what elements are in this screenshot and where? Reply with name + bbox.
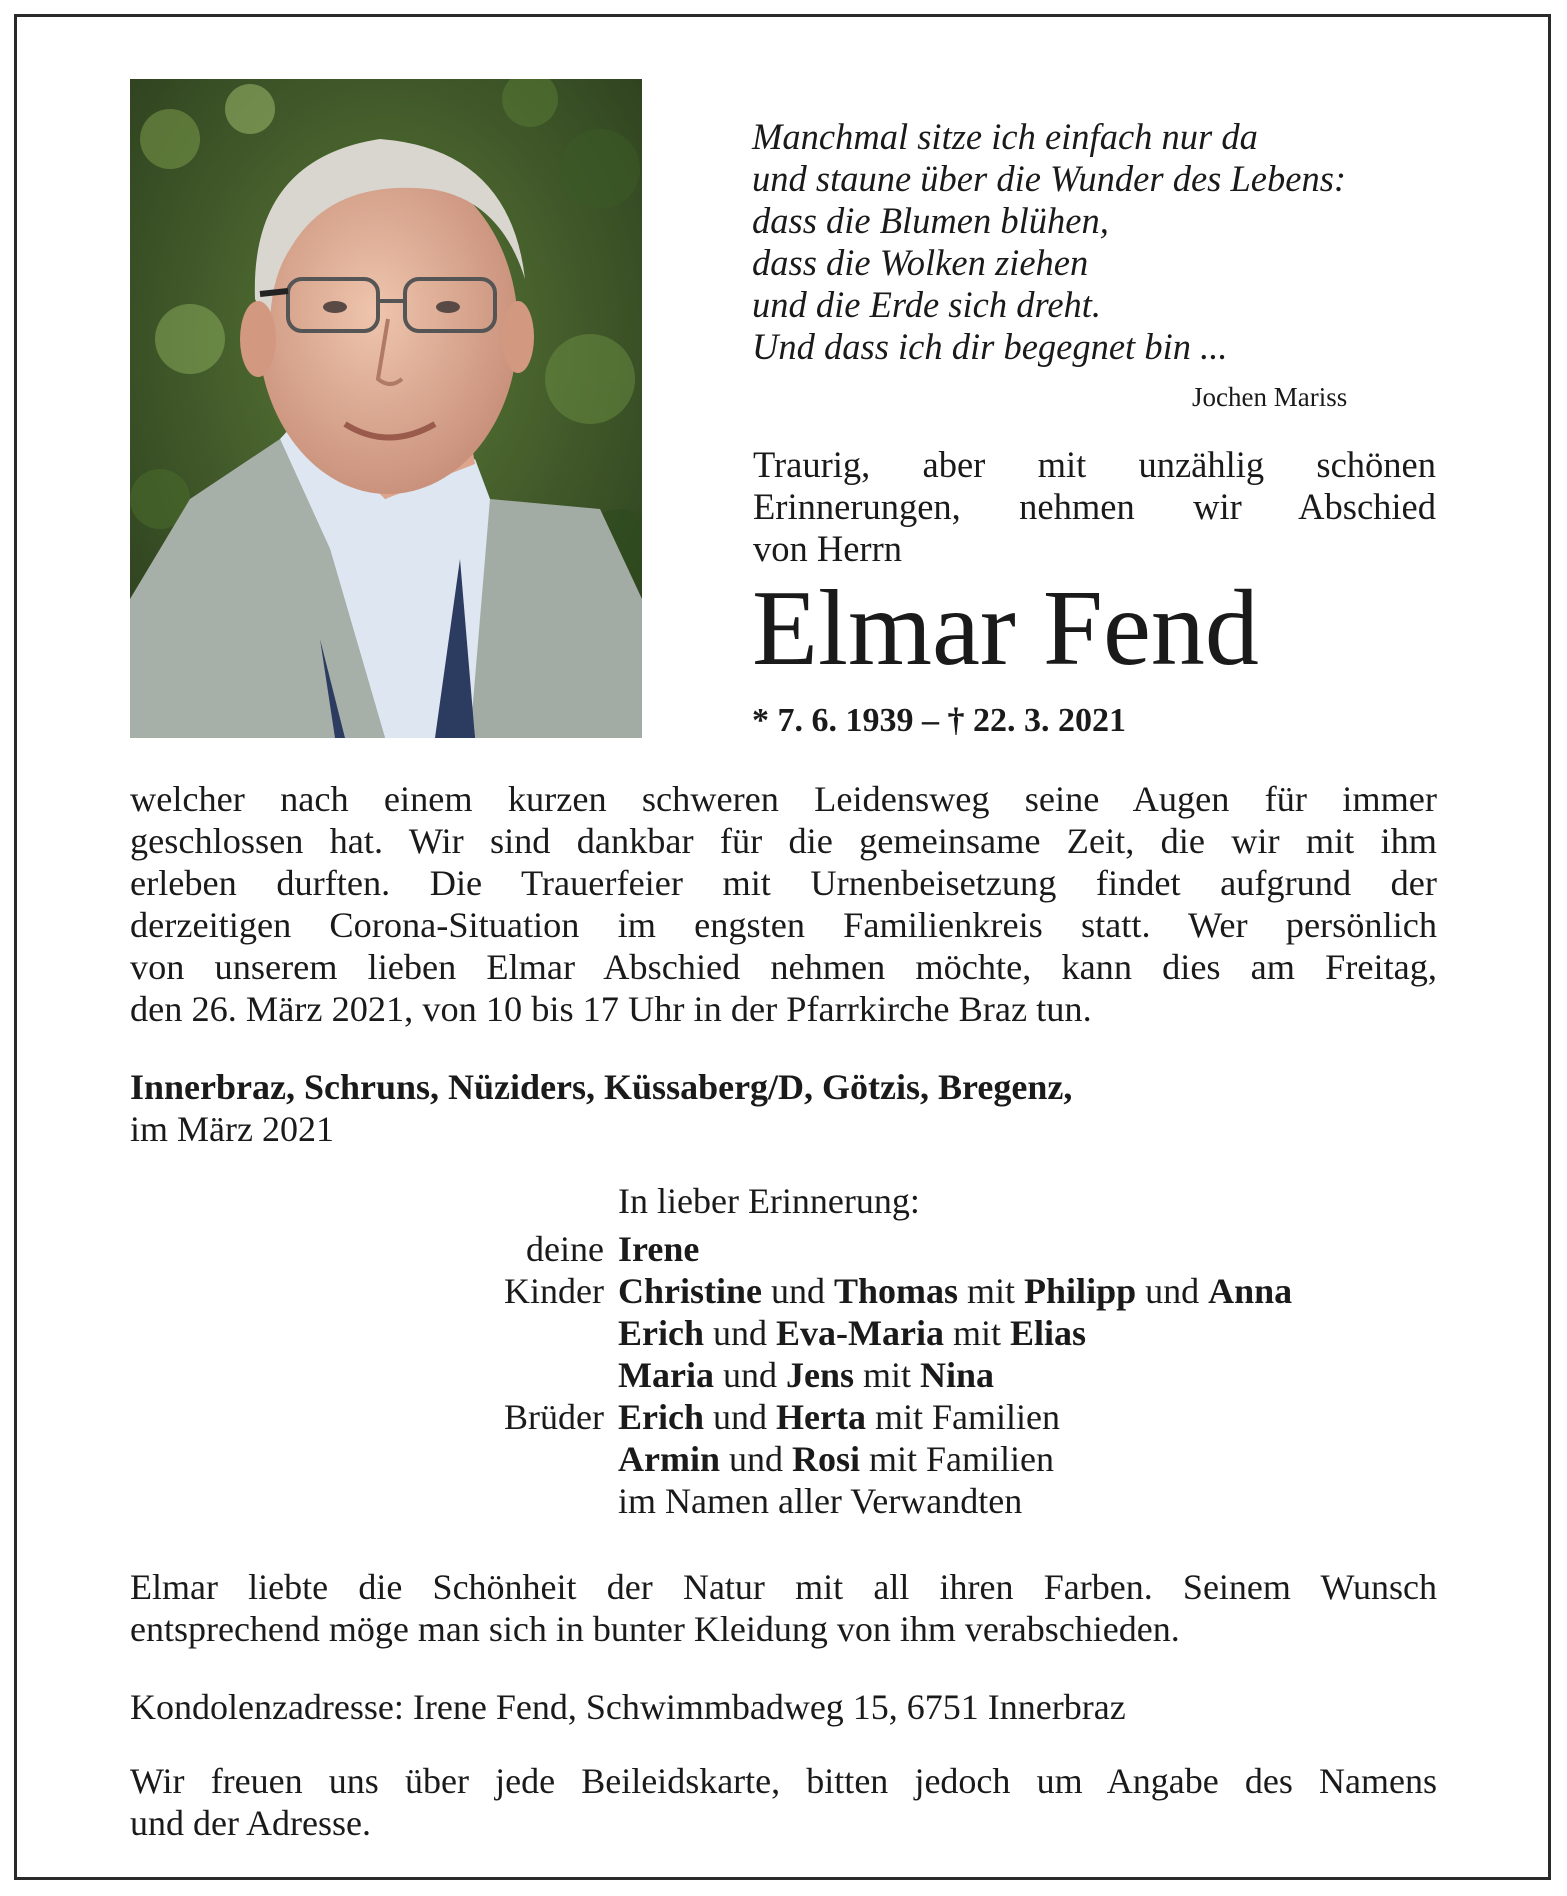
mourner-names <box>618 1312 1086 1354</box>
mourner-row <box>430 1228 1292 1270</box>
connector-text: und <box>704 1313 776 1353</box>
poem-line: Und dass ich dir begegnet bin ... <box>752 326 1228 367</box>
relation-label: Brüder <box>504 1397 604 1437</box>
connector-text: und <box>1136 1271 1209 1311</box>
mourner-row <box>430 1354 1292 1396</box>
intro-line: von Herrn <box>753 528 902 569</box>
portrait-photo <box>130 79 642 738</box>
mourner-row <box>430 1312 1292 1354</box>
deceased-name: Elmar Fend <box>752 569 1259 688</box>
closing-wish <box>130 1566 1437 1650</box>
mourner-name: Eva-Maria <box>776 1313 944 1353</box>
memory-heading: In lieber Erinnerung: <box>618 1181 920 1221</box>
relation-label: deine <box>526 1229 604 1269</box>
mourner-name: Thomas <box>834 1271 959 1311</box>
intro-line: Traurig, aber mit unzählig schönen <box>753 444 1436 485</box>
mourner-name: Jens <box>785 1355 854 1395</box>
mourner-name: Irene <box>618 1229 700 1269</box>
mourner-names <box>618 1480 1022 1522</box>
connector-text: mit <box>943 1313 1010 1353</box>
mourner-row <box>430 1270 1292 1312</box>
condolence-address <box>130 1686 1437 1728</box>
poem-author: Jochen Mariss <box>1192 382 1348 412</box>
relation-label <box>430 1480 618 1522</box>
mourner-name: Nina <box>920 1355 995 1395</box>
closing-cards <box>130 1760 1437 1844</box>
connector-text: und <box>704 1397 776 1437</box>
notice-date: im März 2021 <box>130 1109 334 1149</box>
relation-label <box>430 1354 618 1396</box>
body-line: von unserem lieben Elmar Abschied nehmen möchte, kann dies am Freitag, <box>130 947 1437 987</box>
mourner-names <box>618 1438 1054 1480</box>
closing-line: Kondolenzadresse: Irene Fend, Schwimmbadweg 15, 6751 Innerbraz <box>130 1687 1126 1727</box>
mourner-row <box>430 1396 1292 1438</box>
mourner-name: Maria <box>618 1355 714 1395</box>
connector-text: mit <box>853 1355 920 1395</box>
mourners-list <box>430 1228 1292 1522</box>
mourner-name: Philipp <box>1024 1271 1137 1311</box>
intro-text <box>753 444 1436 570</box>
connector-text: mit Familien <box>860 1439 1055 1479</box>
poem-line: dass die Blumen blühen, <box>752 200 1109 241</box>
closing-line: entsprechend möge man sich in bunter Kleidung von ihm verabschieden. <box>130 1609 1180 1649</box>
mourner-row <box>430 1438 1292 1480</box>
connector-text: und <box>720 1439 792 1479</box>
connector-text: und <box>713 1355 786 1395</box>
mourner-name: Rosi <box>792 1439 861 1479</box>
announcement-body <box>130 778 1437 1030</box>
mourner-names <box>618 1228 699 1270</box>
body-line: derzeitigen Corona-Situation im engsten Familienkreis statt. Wer persönlich <box>130 905 1437 945</box>
mourner-names <box>618 1396 1060 1438</box>
poem-line: Manchmal sitze ich einfach nur da <box>752 116 1258 157</box>
poem <box>752 116 1452 368</box>
closing-line: Elmar liebte die Schönheit der Natur mit all ihren Farben. Seinem Wunsch <box>130 1567 1437 1607</box>
mourner-name: Herta <box>776 1397 866 1437</box>
relation-label: Kinder <box>504 1271 604 1311</box>
poem-line: und staune über die Wunder des Lebens: <box>752 158 1347 199</box>
mourner-name: Erich <box>618 1313 704 1353</box>
mourner-names <box>618 1354 994 1396</box>
closing-line: und der Adresse. <box>130 1803 371 1843</box>
life-dates: * 7. 6. 1939 – † 22. 3. 2021 <box>752 702 1126 739</box>
body-line: erleben durften. Die Trauerfeier mit Urnenbeisetzung findet aufgrund der <box>130 863 1437 903</box>
places-list: Innerbraz, Schruns, Nüziders, Küssaberg/D, Götzis, Bregenz, <box>130 1067 1073 1107</box>
intro-line: Erinnerungen, nehmen wir Abschied <box>753 486 1436 527</box>
places-and-date <box>130 1066 1072 1150</box>
body-line: geschlossen hat. Wir sind dankbar für die gemeinsame Zeit, die wir mit ihm <box>130 821 1437 861</box>
connector-text: im Namen aller Verwandten <box>618 1481 1023 1521</box>
mourner-name: Armin <box>618 1439 720 1479</box>
mourner-row <box>430 1480 1292 1522</box>
poem-line: und die Erde sich dreht. <box>752 284 1102 325</box>
mourner-name: Erich <box>618 1397 704 1437</box>
connector-text: mit Familien <box>865 1397 1060 1437</box>
closing-line: Wir freuen uns über jede Beileidskarte, bitten jedoch um Angabe des Namens <box>130 1761 1437 1801</box>
body-line: welcher nach einem kurzen schweren Leidensweg seine Augen für immer <box>130 779 1437 819</box>
connector-text: mit <box>958 1271 1025 1311</box>
body-line: den 26. März 2021, von 10 bis 17 Uhr in der Pfarrkirche Braz tun. <box>130 989 1092 1029</box>
relation-label <box>430 1438 618 1480</box>
poem-line: dass die Wolken ziehen <box>752 242 1089 283</box>
mourner-name: Christine <box>618 1271 762 1311</box>
mourner-names <box>618 1270 1292 1312</box>
connector-text: und <box>762 1271 834 1311</box>
mourner-name: Elias <box>1009 1313 1087 1353</box>
relation-label <box>430 1312 618 1354</box>
mourner-name: Anna <box>1208 1271 1293 1311</box>
